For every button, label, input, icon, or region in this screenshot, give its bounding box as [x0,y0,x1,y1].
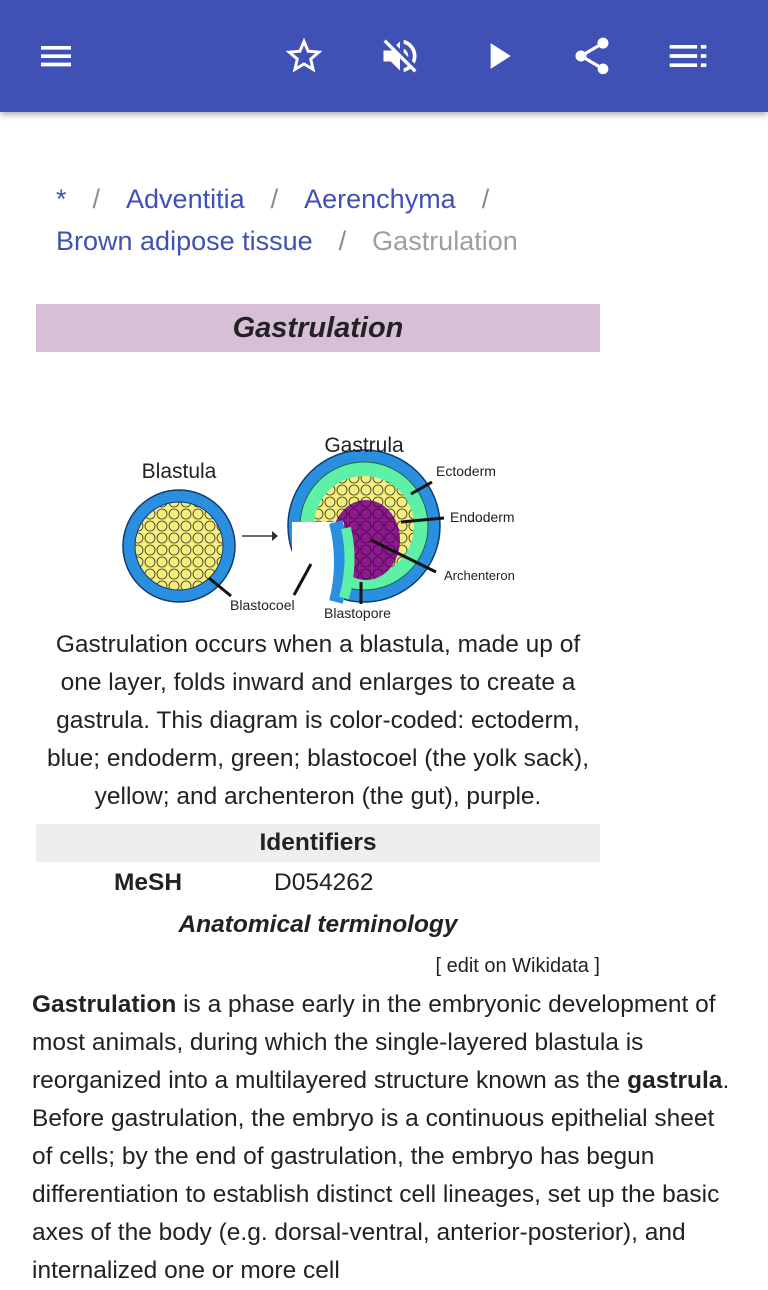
favorite-button[interactable] [276,28,332,84]
gastrulation-diagram[interactable] [36,352,600,622]
label-archenteron: Archenteron [444,568,515,583]
mesh-row [36,862,600,904]
wikidata-edit [36,946,600,986]
breadcrumb-separator: / [481,184,490,214]
mesh-label[interactable]: MeSH [114,869,183,896]
breadcrumb-current: Gastrulation [372,226,518,256]
star-icon [282,34,326,78]
breadcrumb-item-adventitia[interactable]: Adventitia [126,184,245,214]
breadcrumb-separator: / [92,184,101,214]
breadcrumb-item-aerenchyma[interactable]: Aerenchyma [304,184,456,214]
menu-button[interactable] [28,28,84,84]
wikidata-bracket-close: ] [588,955,600,977]
breadcrumb [56,178,736,262]
label-blastula: Blastula [141,460,217,483]
label-blastopore: Blastopore [324,605,391,621]
gastrulation-diagram-image [36,352,600,622]
article-text-1: is a phase early in the embryonic development of most animals, during which the single-layered blastula is reorganized into a multilayered structure known as the [32,991,716,1094]
label-ectoderm: Ectoderm [436,463,496,479]
breadcrumb-separator: / [338,226,347,256]
figure-caption: Gastrulation occurs when a blastula, made up of one layer, folds inward and enlarges to create a gastrula. This diagram is color-coded: ectoderm, blue; endoderm, green; blastocoel (the yolk sack), yellow; and archenteron (the gut), purple. [46,631,589,810]
label-endoderm: Endoderm [450,509,515,525]
article-paragraph [32,986,732,1290]
breadcrumb-item-home[interactable]: * [56,184,67,214]
app-bar [0,0,768,112]
breadcrumb-separator: / [270,184,279,214]
article-term-gastrula: gastrula [627,1067,723,1094]
article-term-gastrulation: Gastrulation [32,991,177,1018]
play-button[interactable] [470,28,526,84]
playlist-icon [666,34,710,78]
mesh-value[interactable]: D054262 [274,869,374,896]
edit-on-wikidata-link[interactable]: edit on Wikidata [446,955,589,977]
contents-button[interactable] [660,28,716,84]
identifiers-header: Identifiers [36,824,600,862]
share-icon [570,34,614,78]
menu-icon [36,36,76,76]
mute-button[interactable] [372,28,428,84]
play-icon [476,34,520,78]
infobox-title: Gastrulation [36,304,600,352]
infobox [36,304,600,986]
label-blastocoel: Blastocoel [230,597,295,613]
label-gastrula: Gastrula [324,434,404,457]
article-text-2: . Before gastrulation, the embryo is a continuous epithelial sheet of cells; by the end of gastrulation, the embryo has begun differentiation to establish distinct cell lineages, set up the basic axes of the body (e.g. dorsal-ventral, anterior-posterior), and internalized one or more cell [32,1067,730,1284]
volume-off-icon [378,34,422,78]
wikidata-bracket-open: [ [435,955,447,977]
share-button[interactable] [564,28,620,84]
breadcrumb-item-brown-adipose-tissue[interactable]: Brown adipose tissue [56,226,313,256]
anatomical-terminology-link[interactable]: Anatomical terminology [178,911,458,938]
